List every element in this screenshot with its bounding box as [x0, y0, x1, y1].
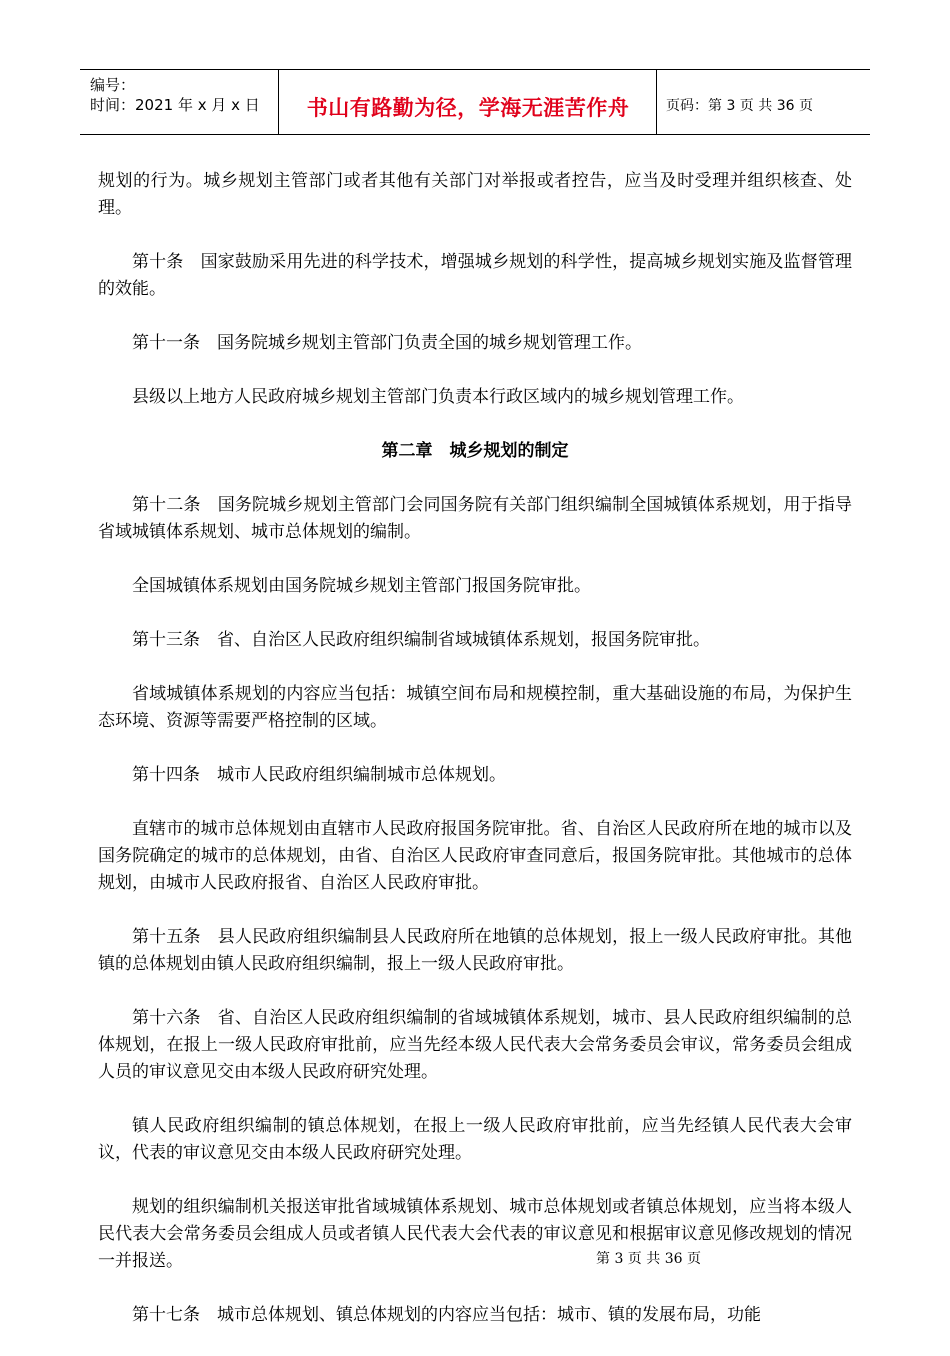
document-body [98, 168, 852, 1356]
document-number-label: 编号： [90, 76, 136, 94]
paragraph: 第十六条 省、自治区人民政府组织编制的省域城镇体系规划，城市、县人民政府组织编制的总体规划，在报上一级人民政府审批前，应当先经本级人民代表大会常务委员会审议，常务委员会组成人员的审议意见交由本级人民政府研究处理。 [98, 1008, 852, 1082]
header-info [80, 70, 280, 134]
paragraph: 第十四条 城市人民政府组织编制城市总体规划。 [132, 765, 506, 785]
page-header [80, 69, 870, 135]
header-divider [656, 70, 657, 134]
paragraph: 第十五条 县人民政府组织编制县人民政府所在地镇的总体规划，报上一级人民政府审批。其他镇的总体规划由镇人民政府组织编制，报上一级人民政府审批。 [98, 927, 852, 974]
header-page-number: 页码：第 3 页 共 36 页 [666, 98, 813, 114]
page-footer: 第 3 页 共 36 页 [596, 1251, 701, 1267]
chapter-heading: 第二章 城乡规划的制定 [381, 441, 569, 461]
document-date-label: 时间：2021 年 x 月 x 日 [90, 96, 260, 114]
header-divider [278, 70, 279, 134]
paragraph: 规划的行为。城乡规划主管部门或者其他有关部门对举报或者控告，应当及时受理并组织核查、处理。 [98, 171, 852, 218]
paragraph: 规划的组织编制机关报送审批省域城镇体系规划、城市总体规划或者镇总体规划，应当将本级人民代表大会常务委员会组成人员或者镇人民代表大会代表的审议意见和根据审议意见修改规划的情况一并报送。 [98, 1197, 852, 1271]
paragraph: 直辖市的城市总体规划由直辖市人民政府报国务院审批。省、自治区人民政府所在地的城市以及国务院确定的城市的总体规划，由省、自治区人民政府审查同意后，报国务院审批。其他城市的总体规划，由城市人民政府报省、自治区人民政府审批。 [98, 819, 852, 893]
paragraph: 县级以上地方人民政府城乡规划主管部门负责本行政区域内的城乡规划管理工作。 [132, 387, 744, 407]
paragraph: 省域城镇体系规划的内容应当包括：城镇空间布局和规模控制，重大基础设施的布局，为保护生态环境、资源等需要严格控制的区域。 [98, 684, 852, 731]
header-motto: 书山有路勤为径，学海无涯苦作舟 [306, 96, 630, 120]
paragraph: 第十三条 省、自治区人民政府组织编制省域城镇体系规划，报国务院审批。 [132, 630, 710, 650]
paragraph: 镇人民政府组织编制的镇总体规划，在报上一级人民政府审批前，应当先经镇人民代表大会审议，代表的审议意见交由本级人民政府研究处理。 [98, 1116, 852, 1163]
paragraph: 第十七条 城市总体规划、镇总体规划的内容应当包括：城市、镇的发展布局，功能 [132, 1305, 761, 1325]
paragraph: 第十二条 国务院城乡规划主管部门会同国务院有关部门组织编制全国城镇体系规划，用于指导省域城镇体系规划、城市总体规划的编制。 [98, 495, 852, 542]
paragraph: 全国城镇体系规划由国务院城乡规划主管部门报国务院审批。 [132, 576, 591, 596]
paragraph: 第十条 国家鼓励采用先进的科学技术，增强城乡规划的科学性，提高城乡规划实施及监督管理的效能。 [98, 252, 852, 299]
paragraph: 第十一条 国务院城乡规划主管部门负责全国的城乡规划管理工作。 [132, 333, 642, 353]
